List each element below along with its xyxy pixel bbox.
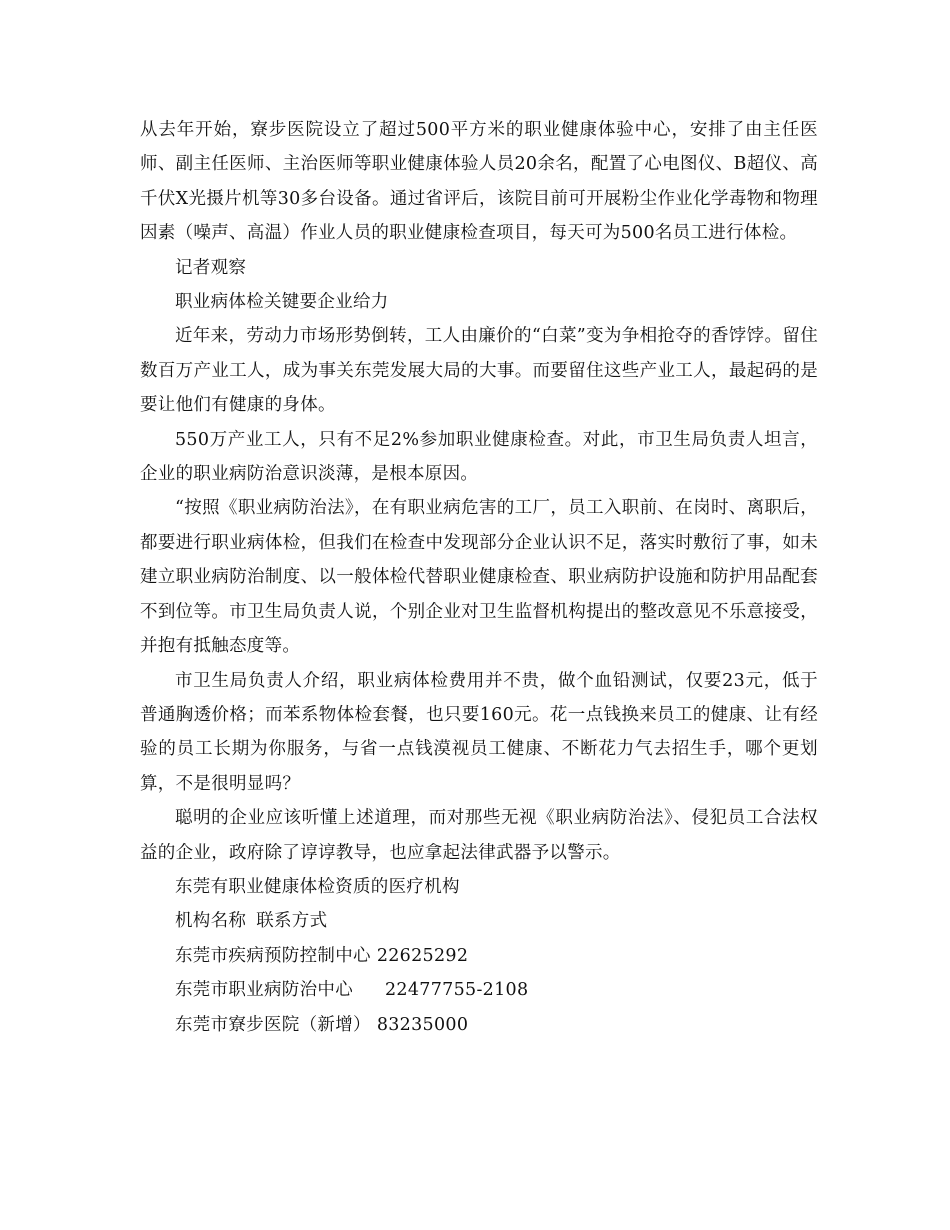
table-header-contact: 联系方式 <box>256 911 328 932</box>
institution-phone: 22477755-2108 <box>385 980 529 1001</box>
section-heading: 职业病体检关键要企业给力 <box>175 292 389 313</box>
paragraph-statistics-text: 550万产业工人，只有不足2%参加职业健康检查。对此，市卫生局负责人坦言，企业的职业病防治意识淡薄，是根本原因。 <box>140 429 818 485</box>
paragraph-conclusion: 聪明的企业应该听懂上述道理，而对那些无视《职业病防治法》、侵犯员工合法权益的企业，政府除了谆谆教导，也应拿起法律武器予以警示。 <box>140 808 818 863</box>
table-header-name: 机构名称 <box>175 911 247 932</box>
paragraph-labor-market: 近年来，劳动力市场形势倒转，工人由廉价的“白菜”变为争相抢夺的香饽饽。留住数百万产业工人，成为事关东莞发展大局的大事。而要留住这些产业工人，最起码的是要让他们有健康的身体。 <box>140 326 818 416</box>
institution-name: 东莞市寮步医院（新增） <box>175 1014 371 1035</box>
paragraph-statistics <box>140 423 818 492</box>
table-row <box>140 939 818 973</box>
institution-phone: 83235000 <box>376 1014 469 1035</box>
table-row <box>140 973 818 1007</box>
paragraph-intro: 从去年开始，寮步医院设立了超过500平方米的职业健康体验中心，安排了由主任医师、副主任医师、主治医师等职业健康体验人员20余名，配置了心电图仪、B超仪、高千伏X光摄片机等30多台设备。通过省评后，该院目前可开展粉尘作业化学毒物和物理因素（噪声、高温）作业人员的职业健康检查项目，每天可为500名员工进行体检。 <box>140 120 818 244</box>
paragraph-law-quote: “按照《职业病防治法》，在有职业病危害的工厂，员工入职前、在岗时、离职后，都要进行职业病体检，但我们在检查中发现部分企业认识不足，落实时敷衍了事，如未建立职业病防治制度、以一般体检代替职业健康检查、职业病防护设施和防护用品配套不到位等。市卫生局负责人说，个别企业对卫生监督机构提出的整改意见不乐意接受，并抱有抵触态度等。 <box>140 498 818 657</box>
document-page <box>140 113 818 1042</box>
table-header <box>140 904 818 938</box>
institution-name: 东莞市职业病防治中心 <box>175 980 353 1001</box>
table-title: 东莞有职业健康体检资质的医疗机构 <box>175 876 460 897</box>
institution-name: 东莞市疾病预防控制中心 <box>175 945 371 966</box>
paragraph-cost: 市卫生局负责人介绍，职业病体检费用并不贵，做个血铅测试，仅要23元，低于普通胸透价格；而苯系物体检套餐，也只要160元。花一点钱换来员工的健康、让有经验的员工长期为你服务，与省一点钱漠视员工健康、不断花力气去招生手，哪个更划算，不是很明显吗？ <box>140 670 818 794</box>
institution-phone: 22625292 <box>376 945 469 966</box>
table-row <box>140 1008 818 1042</box>
section-label: 记者观察 <box>175 257 247 278</box>
